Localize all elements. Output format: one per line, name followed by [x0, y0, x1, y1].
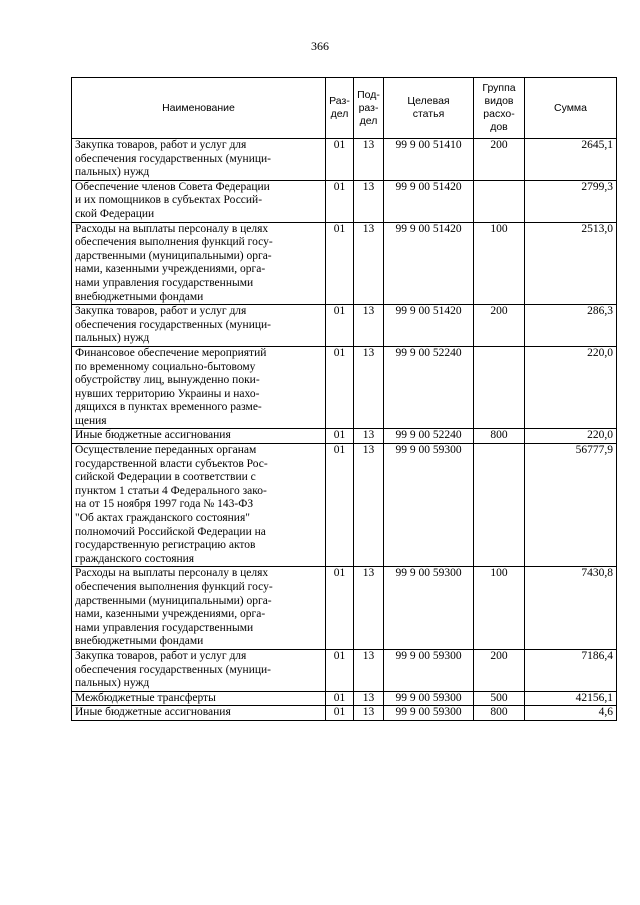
table-row — [72, 346, 617, 429]
table-row — [72, 567, 617, 650]
row-group: 200 — [474, 139, 525, 181]
row-section: 01 — [326, 691, 354, 706]
row-name: Расходы на выплаты персоналу в целях обеспечения выполнения функций госу- дарственными (муниципальными) орга- нами, казенными учреждениями, орга- нами управления государственными внебюджетными фондами — [72, 567, 326, 650]
row-sum: 220,0 — [525, 429, 617, 444]
row-section: 01 — [326, 429, 354, 444]
row-sum: 4,6 — [525, 706, 617, 721]
row-group — [474, 346, 525, 429]
row-sum: 2645,1 — [525, 139, 617, 181]
row-name: Иные бюджетные ассигнования — [72, 706, 326, 721]
row-sum: 7186,4 — [525, 649, 617, 691]
row-name: Обеспечение членов Совета Федерации и их помощников в субъектах Россий- ской Федерации — [72, 180, 326, 222]
row-section: 01 — [326, 567, 354, 650]
row-section: 01 — [326, 222, 354, 305]
table-row — [72, 691, 617, 706]
row-name: Закупка товаров, работ и услуг для обеспечения государственных (муници- пальных) нужд — [72, 305, 326, 347]
table-row — [72, 429, 617, 444]
row-group — [474, 180, 525, 222]
row-group: 200 — [474, 649, 525, 691]
header-sum: Сумма — [525, 78, 617, 139]
row-section: 01 — [326, 180, 354, 222]
row-subsection: 13 — [354, 444, 384, 567]
row-group — [474, 444, 525, 567]
row-subsection: 13 — [354, 180, 384, 222]
row-sum: 286,3 — [525, 305, 617, 347]
row-section: 01 — [326, 139, 354, 181]
row-name: Закупка товаров, работ и услуг для обеспечения государственных (муници- пальных) нужд — [72, 139, 326, 181]
row-subsection: 13 — [354, 346, 384, 429]
row-article: 99 9 00 59300 — [384, 444, 474, 567]
row-subsection: 13 — [354, 649, 384, 691]
row-group: 500 — [474, 691, 525, 706]
row-group: 800 — [474, 429, 525, 444]
row-subsection: 13 — [354, 305, 384, 347]
row-article: 99 9 00 59300 — [384, 706, 474, 721]
table-row — [72, 649, 617, 691]
row-article: 99 9 00 51410 — [384, 139, 474, 181]
budget-table — [71, 77, 617, 721]
row-subsection: 13 — [354, 139, 384, 181]
row-section: 01 — [326, 649, 354, 691]
table-body — [72, 139, 617, 721]
row-subsection: 13 — [354, 691, 384, 706]
row-name: Осуществление переданных органам государственной власти субъектов Рос- сийской Федерации в соответствии с пунктом 1 статьи 4 Федерального зако- на от 15 ноября 1997 года № 143-ФЗ "Об актах гражданского состояния" полномочий Российской Федерации на государственную регистрацию актов гражданского состояния — [72, 444, 326, 567]
row-name: Закупка товаров, работ и услуг для обеспечения государственных (муници- пальных) нужд — [72, 649, 326, 691]
header-group: Группа видов расхо- дов — [474, 78, 525, 139]
table-row — [72, 222, 617, 305]
header-subsection: Под- раз- дел — [354, 78, 384, 139]
table-row — [72, 706, 617, 721]
row-group: 200 — [474, 305, 525, 347]
row-article: 99 9 00 51420 — [384, 222, 474, 305]
table-row — [72, 180, 617, 222]
row-article: 99 9 00 59300 — [384, 567, 474, 650]
row-sum: 56777,9 — [525, 444, 617, 567]
row-group: 100 — [474, 222, 525, 305]
row-group: 100 — [474, 567, 525, 650]
row-sum: 42156,1 — [525, 691, 617, 706]
row-sum: 2513,0 — [525, 222, 617, 305]
row-article: 99 9 00 59300 — [384, 649, 474, 691]
row-article: 99 9 00 52240 — [384, 346, 474, 429]
table-row — [72, 139, 617, 181]
row-subsection: 13 — [354, 222, 384, 305]
row-subsection: 13 — [354, 567, 384, 650]
row-name: Расходы на выплаты персоналу в целях обеспечения выполнения функций госу- дарственными (муниципальными) орга- нами, казенными учреждениями, орга- нами управления государственными внебюджетными фондами — [72, 222, 326, 305]
row-subsection: 13 — [354, 429, 384, 444]
row-sum: 7430,8 — [525, 567, 617, 650]
row-article: 99 9 00 52240 — [384, 429, 474, 444]
row-name: Иные бюджетные ассигнования — [72, 429, 326, 444]
row-article: 99 9 00 51420 — [384, 305, 474, 347]
row-section: 01 — [326, 444, 354, 567]
row-section: 01 — [326, 706, 354, 721]
row-name: Финансовое обеспечение мероприятий по временному социально-бытовому обустройству лиц, вынужденно поки- нувших территорию Украины и нахо- дящихся в пунктах временного разме- щения — [72, 346, 326, 429]
row-article: 99 9 00 59300 — [384, 691, 474, 706]
table-row — [72, 305, 617, 347]
row-sum: 2799,3 — [525, 180, 617, 222]
row-article: 99 9 00 51420 — [384, 180, 474, 222]
row-name: Межбюджетные трансферты — [72, 691, 326, 706]
row-sum: 220,0 — [525, 346, 617, 429]
header-name: Наименование — [72, 78, 326, 139]
row-section: 01 — [326, 346, 354, 429]
row-subsection: 13 — [354, 706, 384, 721]
header-row — [72, 78, 617, 139]
table-row — [72, 444, 617, 567]
row-group: 800 — [474, 706, 525, 721]
row-section: 01 — [326, 305, 354, 347]
page-number: 366 — [311, 39, 329, 53]
header-article: Целевая статья — [384, 78, 474, 139]
header-section: Раз- дел — [326, 78, 354, 139]
